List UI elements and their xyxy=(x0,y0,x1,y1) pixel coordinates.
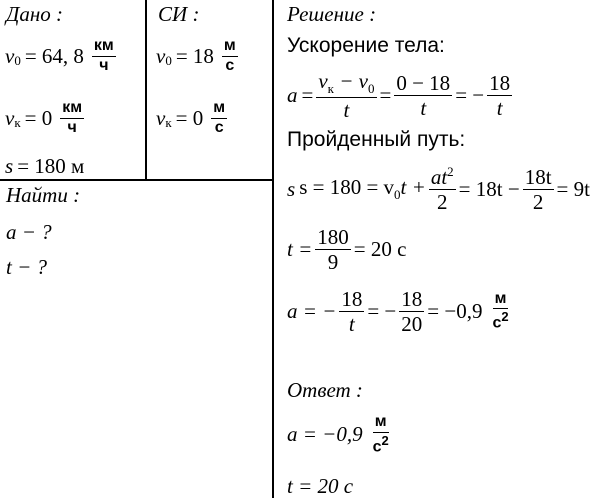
given-vk xyxy=(5,100,87,137)
si-vk-symbol: v xyxy=(156,105,166,130)
eq1-frac1-num-sub2: 0 xyxy=(368,81,375,97)
eq4-frac1-den xyxy=(347,312,357,335)
eq2-frac1-num xyxy=(429,165,456,190)
eq1-frac2-num: 0 − 18 xyxy=(396,70,451,95)
eq-time xyxy=(287,226,406,273)
eq2-rhs: = 9t xyxy=(556,176,590,201)
answer-a xyxy=(287,414,394,456)
given-v0-value: = 64, 8 xyxy=(24,43,84,68)
given-s-symbol: s xyxy=(5,154,14,178)
eq1-frac1-num-mid: − v xyxy=(334,69,368,93)
si-header-label: СИ xyxy=(158,2,188,26)
si-v0-unit xyxy=(222,38,238,75)
solution-header-colon: : xyxy=(369,2,377,26)
eq1-frac1-num-v: v xyxy=(318,69,328,93)
divider-col1 xyxy=(145,0,147,180)
eq4-unit-den xyxy=(490,309,510,332)
eq1-frac1-num xyxy=(316,70,376,98)
answer-header-label: Ответ xyxy=(287,378,351,402)
answer-a-unit-den xyxy=(371,433,391,456)
si-v0-value: = 18 xyxy=(175,43,214,68)
eq2-frac1 xyxy=(429,165,456,213)
given-v0-symbol: v xyxy=(5,43,15,68)
find-t-text: t − ? xyxy=(6,255,48,279)
eq4-mid: = − xyxy=(367,299,397,324)
eq-acceleration xyxy=(287,70,515,121)
eq4-unit-den-c: с xyxy=(492,314,502,332)
find-t xyxy=(6,255,47,280)
given-v0-unit xyxy=(92,38,116,75)
si-vk-sub: к xyxy=(165,115,172,131)
given-header xyxy=(6,2,63,27)
eq3-lhs: t = xyxy=(287,237,313,262)
eq2-lhs-text: s = 180 = v xyxy=(299,174,395,199)
eq4-frac1-num: 18 xyxy=(341,287,363,311)
path-title: Пройденный путь: xyxy=(287,128,466,151)
given-header-colon: : xyxy=(56,2,64,26)
find-a-text: a − ? xyxy=(6,220,52,244)
si-v0-unit-den: с xyxy=(225,56,235,74)
eq2-lhs-sub: 0 xyxy=(394,187,401,203)
answer-t xyxy=(287,474,353,499)
eq4-unit xyxy=(490,291,510,333)
eq4-frac2-den: 20 xyxy=(401,312,423,337)
given-v0-sub: 0 xyxy=(14,53,21,69)
eq4-unit-num: м xyxy=(493,291,509,310)
find-header-label: Найти xyxy=(6,183,68,207)
eq4-rhs: = −0,9 xyxy=(427,299,483,324)
eq-accel-value xyxy=(287,288,514,335)
eq4-frac1 xyxy=(339,288,364,335)
find-header-colon: : xyxy=(73,183,81,207)
si-v0-unit-num: м xyxy=(222,38,238,57)
find-a xyxy=(6,220,52,245)
eq1-lhs: a xyxy=(287,82,298,107)
eq1-frac3 xyxy=(487,72,512,119)
eq2-frac2-den: 2 xyxy=(532,189,544,214)
given-header-label: Дано xyxy=(6,2,51,26)
given-vk-symbol: v xyxy=(5,105,15,130)
eq1-minus: = − xyxy=(455,82,485,107)
eq2-lhs xyxy=(299,175,426,203)
given-v0 xyxy=(5,38,119,75)
si-v0-symbol: v xyxy=(156,43,166,68)
eq1-frac1-num-sub1: к xyxy=(327,81,334,97)
given-vk-unit xyxy=(60,100,84,137)
answer-header xyxy=(287,378,363,403)
si-vk-unit-num: м xyxy=(211,100,227,119)
answer-t-value: t = 20 с xyxy=(287,474,354,498)
eq4-unit-den-sup: 2 xyxy=(501,309,509,325)
given-vk-sub: к xyxy=(14,115,21,131)
given-vk-unit-num: км xyxy=(60,100,84,119)
eq4-lhs: a = − xyxy=(287,299,337,324)
eq3-frac-num: 180 xyxy=(317,225,349,249)
accel-title: Ускорение тела: xyxy=(287,34,445,57)
given-v0-unit-den: ч xyxy=(99,56,109,74)
si-v0 xyxy=(156,38,241,75)
eq2-frac1-den: 2 xyxy=(436,190,448,215)
eq2-frac1-num-sup: 2 xyxy=(447,164,454,179)
answer-a-unit xyxy=(371,414,391,456)
eq4-frac2-num: 18 xyxy=(401,287,423,311)
eq2-frac2 xyxy=(523,166,554,213)
eq3-frac xyxy=(315,226,351,273)
eq3-rhs: = 20 с xyxy=(353,237,407,262)
si-vk-unit-den: с xyxy=(214,118,224,136)
eq1-frac3-den xyxy=(495,96,505,119)
eq2-mid: = 18t − xyxy=(458,176,520,201)
eq1-frac3-num: 18 xyxy=(489,70,511,95)
eq1-frac1-den xyxy=(342,98,352,121)
given-s-value: = 180 м xyxy=(17,154,85,178)
si-vk-value: = 0 xyxy=(175,105,204,130)
eq1-frac2 xyxy=(394,72,452,119)
eq2-frac2-num: 18t xyxy=(524,164,552,189)
answer-a-unit-den-c: с xyxy=(372,438,382,456)
given-s xyxy=(5,154,84,179)
solution-header-label: Решение xyxy=(287,2,364,26)
given-v0-unit-num: км xyxy=(92,38,116,57)
given-vk-unit-den: ч xyxy=(67,118,77,136)
find-header xyxy=(6,183,80,208)
eq4-frac2 xyxy=(399,288,424,335)
eq1-frac1 xyxy=(316,70,376,121)
si-v0-sub: 0 xyxy=(165,53,172,69)
given-vk-value: = 0 xyxy=(24,105,53,130)
eq4-frac1-den-t: t xyxy=(348,312,355,337)
divider-col2 xyxy=(272,0,274,498)
answer-header-colon: : xyxy=(355,378,363,402)
eq1-frac3-den-t: t xyxy=(496,95,503,120)
eq1-frac2-den-t: t xyxy=(420,95,427,120)
eq1-eq2: = xyxy=(379,82,392,107)
si-header xyxy=(158,2,199,27)
answer-a-unit-num: м xyxy=(373,414,389,433)
answer-a-unit-den-sup: 2 xyxy=(381,432,389,448)
eq-path xyxy=(287,165,590,213)
si-header-colon: : xyxy=(192,2,200,26)
eq1-frac2-den xyxy=(418,96,428,119)
eq2-s: s xyxy=(287,176,296,201)
si-vk xyxy=(156,100,230,137)
eq3-frac-den: 9 xyxy=(327,250,339,275)
solution-header xyxy=(287,2,376,27)
eq2-frac1-num-at: at xyxy=(430,165,448,189)
divider-given-find xyxy=(0,179,273,181)
eq1-frac1-den-t: t xyxy=(343,97,350,122)
si-vk-unit xyxy=(211,100,227,137)
eq1-eq1: = xyxy=(301,82,314,107)
eq2-lhs-rest: t + xyxy=(400,174,426,199)
answer-a-value: a = −0,9 xyxy=(287,422,363,447)
